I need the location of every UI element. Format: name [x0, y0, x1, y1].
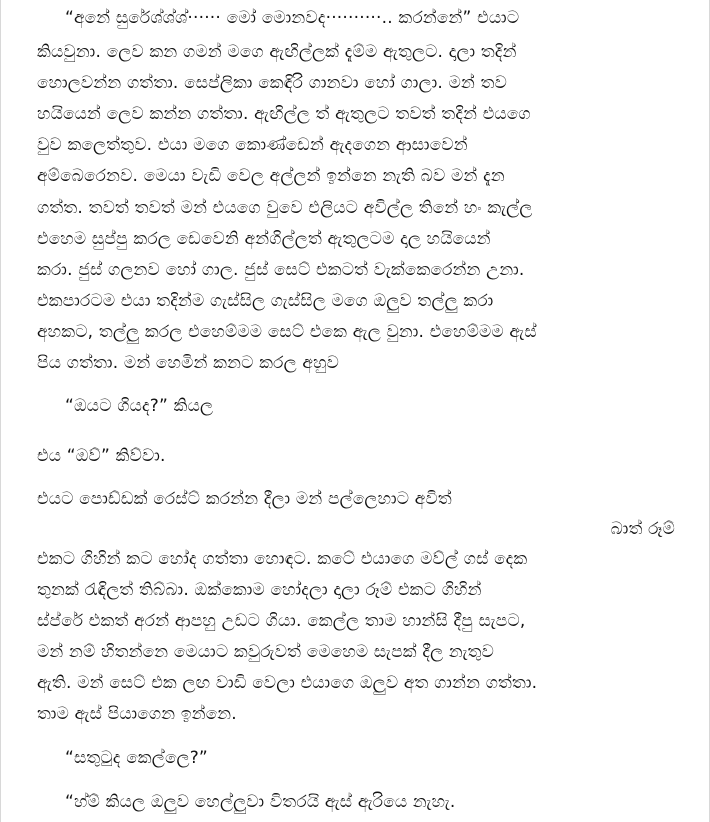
text-line: ඇති. මන් සෙට් එක ලඟ වාඩි වෙලා එයාගෙ ඔලුව අත ගාන්න ගත්තා.	[37, 673, 538, 693]
text-line: එයට පොඩ්ඩක් රෙස්ට් කරන්න දීලා මන් පල්ලෙහාට අවිත්	[37, 489, 452, 509]
text-line: එය “ඔව්” කිව්වා.	[37, 446, 166, 466]
text-line: තුනක් රැඳිලත් තිබ්බා. ඔක්කොම හෝදලා දාලා රූම් එකට ගිහින්	[37, 580, 482, 600]
text-line: කරා. ජුස් ගලනව හෝ ගාල. ජුස් සෙට් එකටත් වැක්කෙරෙන්න උනා.	[37, 260, 525, 280]
text-line: ස්ප්රේ එකත් අරන් ආපහු උඩට ගියා. කෙල්ල තාම හාන්සි දීපු සැපට,	[37, 611, 526, 631]
text-line: හයියෙන් ලෙව කන්න ගත්තා. ඇඟිල්ල ත් ඇතුලට තවත් තදින් එයගෙ	[37, 104, 531, 124]
text-line: එකපාරටම එයා තදින්ම ගැස්සිල ගැස්සිල මගෙ ඔලුව තල්ලු කරා	[37, 291, 494, 311]
text-line: බාත් රූම්	[610, 519, 675, 539]
text-line: අහකට, තල්ලු කරල එහෙම්මම සෙට් එකෙ ඇල වුනා. එහෙම්මම ඇස්	[37, 322, 537, 342]
text-line: පිය ගත්තා. මන් හෙමින් කනට කරල අහුව	[37, 353, 340, 373]
text-line: එකට ගිහින් කට හෝද ගත්තා හොඳට. කටේ එයාගෙ මව්ල් ගස් දෙක	[37, 549, 528, 569]
dialogue-line: “හ්ම් කියල ඔලුව හෙල්ලුවා විතරයි ඇස් ඇරියෙ නැහැ.	[65, 792, 456, 812]
text-line: මන් නම් හිතන්නෙ මෙයාට කවුරුවත් මෙහෙම සැපක් දීල නැතුව	[37, 642, 495, 662]
text-line: තාම ඇස් පියාගෙන ඉන්නෙ.	[37, 704, 237, 724]
text-line: ගත්ත. තවත් තවත් මන් එයගෙ වුවෙ එලියට අවිල්ල තිනේ හං කැල්ල	[37, 198, 533, 218]
dialogue-line: “සතුටුද කෙල්ලෙ?”	[65, 748, 208, 768]
text-line: කියවුනා. ලෙව කන ගමන් මගෙ ඇඟිල්ලක් දැම්ම ඇතුලට. දාලා තදින්	[37, 42, 517, 62]
text-line: හොලවන්න ගත්තා. සෙප්ලිකා කෙඳිරි ගානවා හෝ ගාලා. මන් තව	[37, 73, 508, 93]
dialogue-line: “ඔයට ගියද?” කියල	[65, 396, 214, 416]
text-line: වුව කලෙත්තුව. එයා මගෙ කොණ්ඩෙන් ඇදගෙන ආසාවෙන්	[37, 135, 468, 155]
text-line: එහෙම සුප්පු කරල ඩෙවෙනි අන්ගිල්ලත් ඇතුලටම දාල හයියෙන්	[37, 229, 491, 249]
text-line: “අනේ සුරේශ්ශ්ශ්······ මෝ මොනවද··········.. කරන්නේ” එයාට	[65, 8, 520, 28]
text-line: අම්බෙරෙනව. මෙයා වැඩි වෙල අල්ලන් ඉන්නෙ නැති බව මන් දැන	[37, 166, 505, 186]
